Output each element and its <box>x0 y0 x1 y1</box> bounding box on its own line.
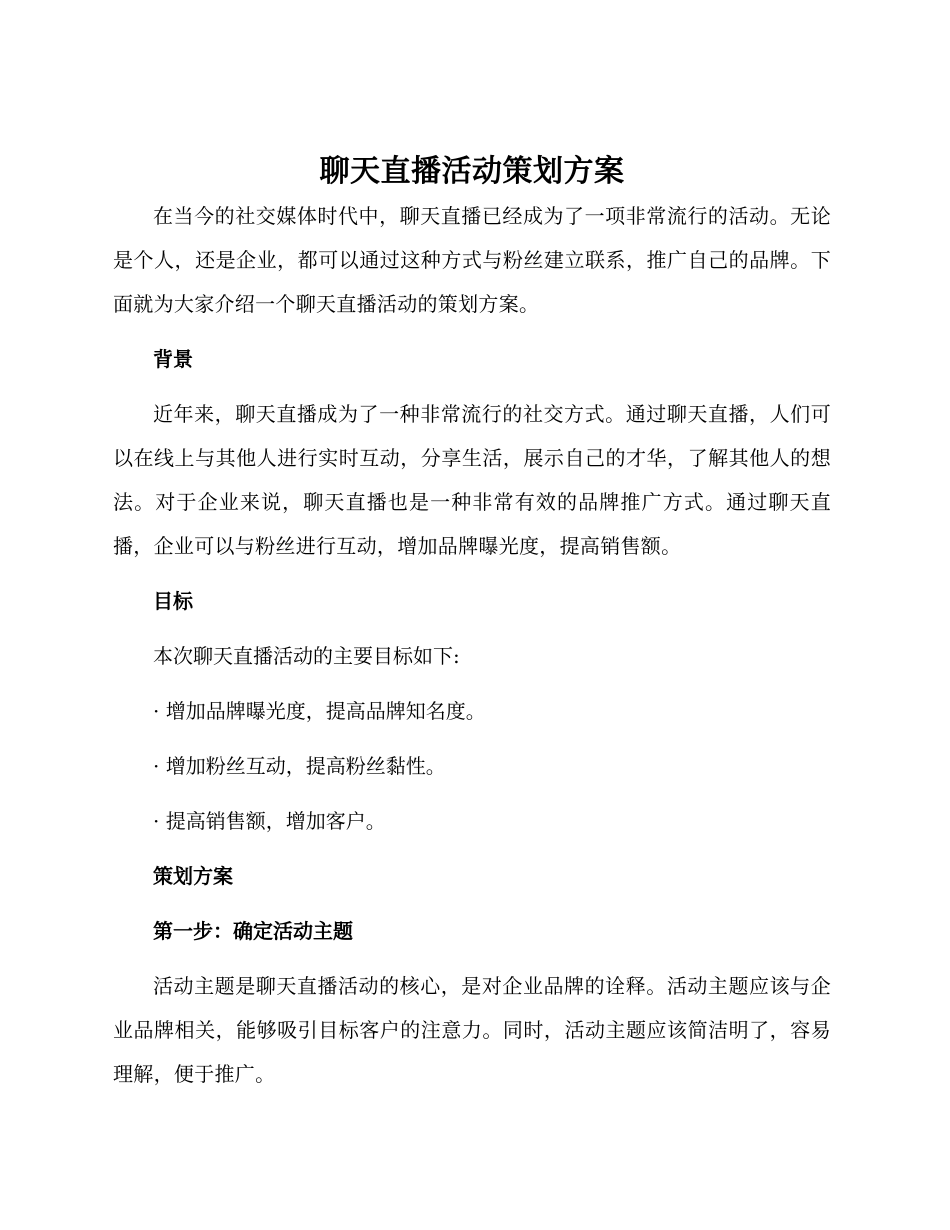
section-heading-goal: 目标 <box>153 589 193 613</box>
background-paragraph: 近年来，聊天直播成为了一种非常流行的社交方式。通过聊天直播，人们可以在线上与其他人进行实时互动，分享生活，展示自己的才华，了解其他人的想法。对于企业来说，聊天直播也是一种非常有效的品牌推广方式。通过聊天直播，企业可以与粉丝进行互动，增加品牌曝光度，提高销售额。 <box>113 402 831 558</box>
document-body <box>113 150 831 1096</box>
goal-item: · 提高销售额，增加客户。 <box>153 809 386 833</box>
goal-intro: 本次聊天直播活动的主要目标如下: <box>153 644 460 668</box>
step1-paragraph: 活动主题是聊天直播活动的核心，是对企业品牌的诠释。活动主题应该与企业品牌相关，能够吸引目标客户的注意力。同时，活动主题应该简洁明了，容易理解，便于推广。 <box>113 974 831 1086</box>
section-heading-background: 背景 <box>153 347 193 371</box>
document-title: 聊天直播活动策划方案 <box>319 154 625 189</box>
goal-item: · 增加粉丝互动，提高粉丝黏性。 <box>153 754 446 778</box>
subheading-step1: 第一步：确定活动主题 <box>153 919 353 943</box>
section-heading-plan: 策划方案 <box>153 864 233 888</box>
intro-paragraph: 在当今的社交媒体时代中，聊天直播已经成为了一项非常流行的活动。无论是个人，还是企业，都可以通过这种方式与粉丝建立联系，推广自己的品牌。下面就为大家介绍一个聊天直播活动的策划方案。 <box>113 204 831 316</box>
goal-item: · 增加品牌曝光度，提高品牌知名度。 <box>153 699 486 723</box>
